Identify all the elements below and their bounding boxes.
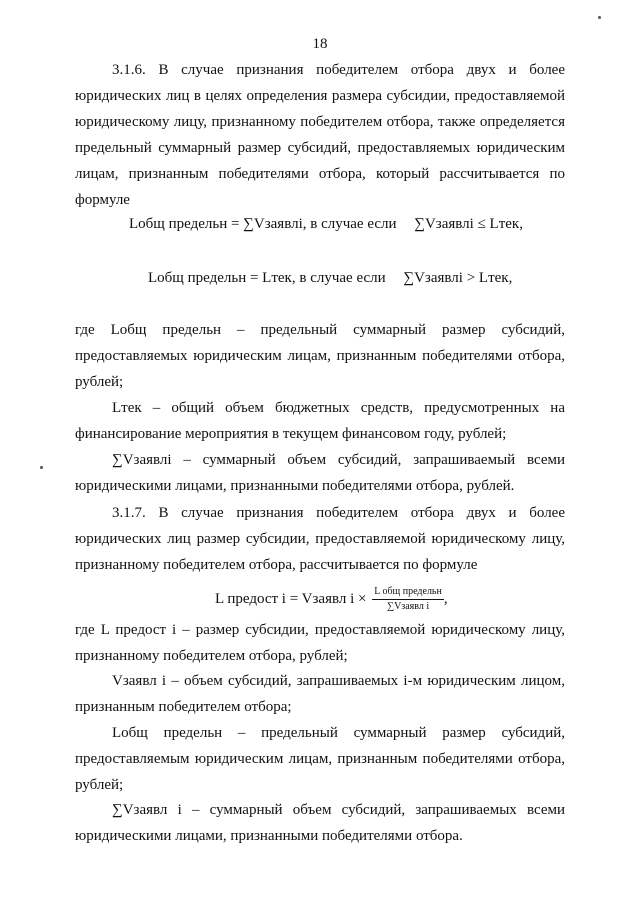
page-number: 18 bbox=[312, 36, 328, 52]
definition-sum-vzayavl-i: ∑Vзаявл i – суммарный объем субсидий, запрашиваемых всеми юридическими лицами, признанными победителями отбора. bbox=[75, 802, 565, 844]
formula-total-limit-1 bbox=[129, 216, 523, 233]
formula-1-lhs: Lобщ предельн = ∑Vзаявлi, bbox=[129, 216, 307, 232]
definition-lobsch: где Lобщ предельн – предельный суммарный размер субсидий, предоставляемых юридическим лицам, признанным победителями отбора, рублей; bbox=[75, 322, 565, 390]
formula-total-limit-2 bbox=[148, 270, 512, 287]
scan-speck bbox=[598, 16, 601, 19]
formula-3-fraction bbox=[372, 586, 444, 613]
fraction-numerator: L общ предельн bbox=[372, 586, 444, 600]
formula-3-lhs: L предост i = Vзаявл i × bbox=[215, 590, 367, 607]
formula-1-rhs: ∑Vзаявлi ≤ Lтек, bbox=[414, 216, 523, 232]
formula-3-tail: , bbox=[443, 590, 448, 607]
definition-ltek: Lтек – общий объем бюджетных средств, предусмотренных на финансирование мероприятия в текущем финансовом году, рублей; bbox=[75, 400, 565, 442]
formula-2-lhs: Lобщ предельн = Lтек, bbox=[148, 270, 296, 286]
formula-subsidy-share bbox=[215, 586, 448, 613]
definition-lobsch-2: Lобщ предельн – предельный суммарный размер субсидий, предоставляемым юридическим лицам, признанным победителями отбора, рублей; bbox=[75, 725, 565, 793]
clause-3-1-7: 3.1.7. В случае признания победителем отбора двух и более юридических лиц размер субсидии, предоставляемой юридическому лицу, признанному победителем отбора, рассчитывается по формуле bbox=[75, 505, 565, 573]
formula-1-condition: в случае если bbox=[310, 216, 397, 232]
formula-2-condition: в случае если bbox=[299, 270, 386, 286]
clause-3-1-6: 3.1.6. В случае признания победителем отбора двух и более юридических лиц в целях определения размера субсидии, предоставляемой юридическому лицу, признанному победителем отбора, также определяется предельный суммарный размер субсидий, предоставляемых юридическим лицам, признанным победителями отбора, который рассчитывается по формуле bbox=[75, 62, 565, 208]
definition-sum-vzayavl: ∑Vзаявлi – суммарный объем субсидий, запрашиваемый всеми юридическими лицами, признанными победителями отбора, рублей. bbox=[75, 452, 565, 494]
definition-l-predost: где L предост i – размер субсидии, предоставляемой юридическому лицу, признанному победителем отбора, рублей; bbox=[75, 622, 565, 664]
definition-vzayavl-i: Vзаявл i – объем субсидий, запрашиваемых i-м юридическим лицом, признанным победителем отбора; bbox=[75, 673, 565, 715]
scan-speck bbox=[40, 466, 43, 469]
fraction-denominator: ∑Vзаявл i bbox=[386, 601, 430, 612]
formula-2-rhs: ∑Vзаявлi > Lтек, bbox=[403, 270, 513, 286]
